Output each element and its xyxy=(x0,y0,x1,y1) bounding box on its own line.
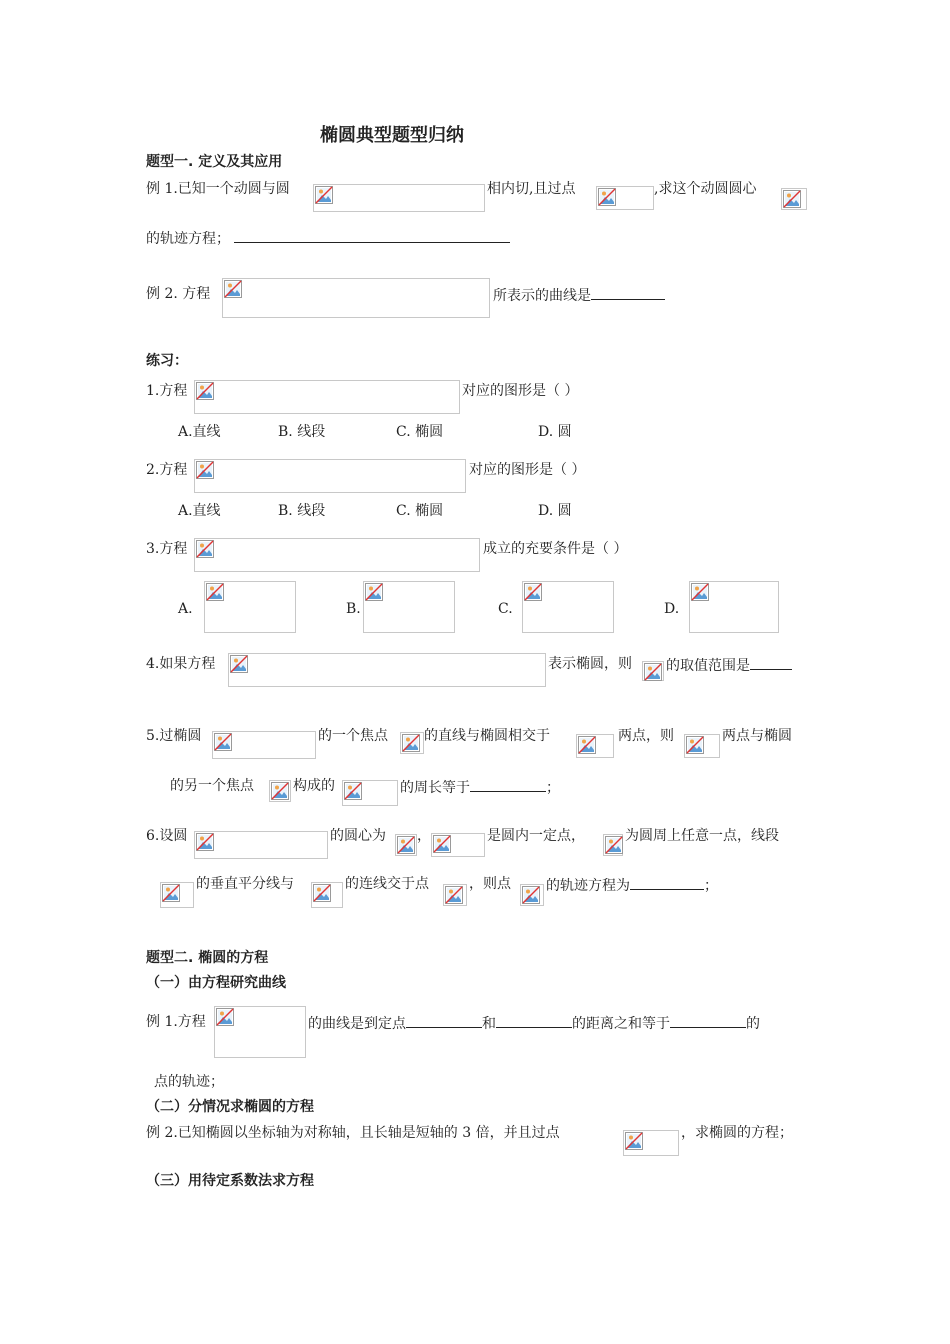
option: D. xyxy=(664,601,680,617)
broken-image-icon xyxy=(625,1132,643,1150)
formula-image xyxy=(395,834,417,856)
broken-image-icon xyxy=(691,583,709,601)
text: 两点与椭圆 xyxy=(722,728,792,744)
broken-image-icon xyxy=(216,1008,234,1026)
text: 的取值范围是 xyxy=(666,655,792,675)
broken-image-icon xyxy=(402,734,420,752)
broken-image-icon xyxy=(162,884,180,902)
formula-image xyxy=(222,278,490,318)
text: 4.如果方程 xyxy=(146,656,216,672)
option: B. 线段 xyxy=(278,424,326,440)
subsection-heading: （一）由方程研究曲线 xyxy=(146,975,286,991)
text: 的轨迹方程为 ； xyxy=(546,875,718,895)
section-heading: 题型一. 定义及其应用 xyxy=(146,154,283,170)
broken-image-icon xyxy=(206,583,224,601)
text: 2.方程 xyxy=(146,462,188,478)
broken-image-icon xyxy=(598,188,616,206)
broken-image-icon xyxy=(783,190,801,208)
formula-image xyxy=(443,884,467,906)
broken-image-icon xyxy=(524,583,542,601)
formula-image xyxy=(194,380,460,414)
text: 构成的 xyxy=(293,778,335,794)
formula-image xyxy=(194,459,466,493)
option: D. 圆 xyxy=(538,503,572,519)
text: 例 2.已知椭圆以坐标轴为对称轴，且长轴是短轴的 3 倍，并且过点 xyxy=(146,1125,560,1141)
option: C. 椭圆 xyxy=(396,424,444,440)
formula-image xyxy=(212,731,316,759)
text: 对应的图形是（ ） xyxy=(462,383,579,399)
broken-image-icon xyxy=(644,663,662,681)
text: 两点，则 xyxy=(618,728,674,744)
text: 是圆内一定点， xyxy=(487,828,585,844)
text: 对应的图形是（ ） xyxy=(469,462,586,478)
broken-image-icon xyxy=(196,833,214,851)
text: 的直线与椭圆相交于 xyxy=(424,728,550,744)
option: A. xyxy=(178,601,193,617)
formula-image xyxy=(689,581,779,633)
broken-image-icon xyxy=(196,461,214,479)
formula-image xyxy=(363,581,455,633)
text: 点的轨迹； xyxy=(154,1074,224,1090)
broken-image-icon xyxy=(605,836,623,854)
text: 为圆周上任意一点，线段 xyxy=(625,828,779,844)
broken-image-icon xyxy=(315,186,333,204)
text: 5.过椭圆 xyxy=(146,728,202,744)
broken-image-icon xyxy=(522,886,540,904)
formula-image xyxy=(342,780,398,806)
broken-image-icon xyxy=(196,540,214,558)
formula-image xyxy=(576,734,614,758)
broken-image-icon xyxy=(224,280,242,298)
broken-image-icon xyxy=(397,836,415,854)
formula-image xyxy=(194,831,328,859)
formula-image xyxy=(603,834,623,856)
broken-image-icon xyxy=(445,886,463,904)
text: 3.方程 xyxy=(146,541,188,557)
option: C. xyxy=(498,601,513,617)
broken-image-icon xyxy=(214,733,232,751)
page-title: 椭圆典型题型归纳 xyxy=(320,125,464,146)
broken-image-icon xyxy=(365,583,383,601)
text: ,求这个动圆圆心 xyxy=(654,181,757,197)
formula-image xyxy=(642,661,664,681)
formula-image xyxy=(520,884,544,906)
subsection-heading: （三）用待定系数法求方程 xyxy=(146,1173,314,1189)
text: 的一个焦点 xyxy=(318,728,388,744)
text: 1.方程 xyxy=(146,383,188,399)
formula-image xyxy=(214,1006,306,1058)
text: 6.设圆 xyxy=(146,828,188,844)
text: 相内切,且过点 xyxy=(487,181,576,197)
formula-image xyxy=(269,780,291,802)
option: A.直线 xyxy=(178,503,221,519)
text: 的轨迹方程； xyxy=(146,228,510,248)
formula-image xyxy=(431,833,485,857)
option: D. 圆 xyxy=(538,424,572,440)
text: 的垂直平分线与 xyxy=(196,876,294,892)
formula-image xyxy=(311,882,343,908)
broken-image-icon xyxy=(344,782,362,800)
formula-image xyxy=(204,581,296,633)
formula-image xyxy=(781,188,807,210)
text: 例 2. 方程 xyxy=(146,286,211,302)
option: C. 椭圆 xyxy=(396,503,444,519)
broken-image-icon xyxy=(578,736,596,754)
formula-image xyxy=(313,184,485,212)
formula-image xyxy=(522,581,614,633)
practice-heading: 练习： xyxy=(146,353,188,369)
text: 表示椭圆，则 xyxy=(548,656,632,672)
formula-image xyxy=(400,732,424,754)
formula-image xyxy=(194,538,480,572)
formula-image xyxy=(684,734,720,758)
formula-image xyxy=(596,186,654,210)
formula-image xyxy=(228,653,546,687)
option: B. 线段 xyxy=(278,503,326,519)
text: 所表示的曲线是 xyxy=(493,285,665,305)
text: 的圆心为 xyxy=(330,828,386,844)
text: 的连线交于点 xyxy=(345,876,429,892)
broken-image-icon xyxy=(433,835,451,853)
text: 成立的充要条件是（ ） xyxy=(483,541,628,557)
section-heading: 题型二. 椭圆的方程 xyxy=(146,950,269,966)
broken-image-icon xyxy=(686,736,704,754)
text: ， xyxy=(417,828,431,844)
option: A.直线 xyxy=(178,424,221,440)
formula-image xyxy=(160,882,194,908)
broken-image-icon xyxy=(196,382,214,400)
text: 例 1.方程 xyxy=(146,1014,206,1030)
formula-image xyxy=(623,1130,679,1156)
text: 的曲线是到定点 和 的距离之和等于 的 xyxy=(308,1013,760,1033)
text: ，则点 xyxy=(469,876,511,892)
text: 的周长等于 ； xyxy=(400,777,560,797)
text: 的另一个焦点 xyxy=(170,778,254,794)
option: B. xyxy=(346,601,361,617)
broken-image-icon xyxy=(230,655,248,673)
broken-image-icon xyxy=(313,884,331,902)
text: ，求椭圆的方程； xyxy=(681,1125,793,1141)
text: 例 1.已知一个动圆与圆 xyxy=(146,181,290,197)
subsection-heading: （二）分情况求椭圆的方程 xyxy=(146,1099,314,1115)
broken-image-icon xyxy=(271,782,289,800)
